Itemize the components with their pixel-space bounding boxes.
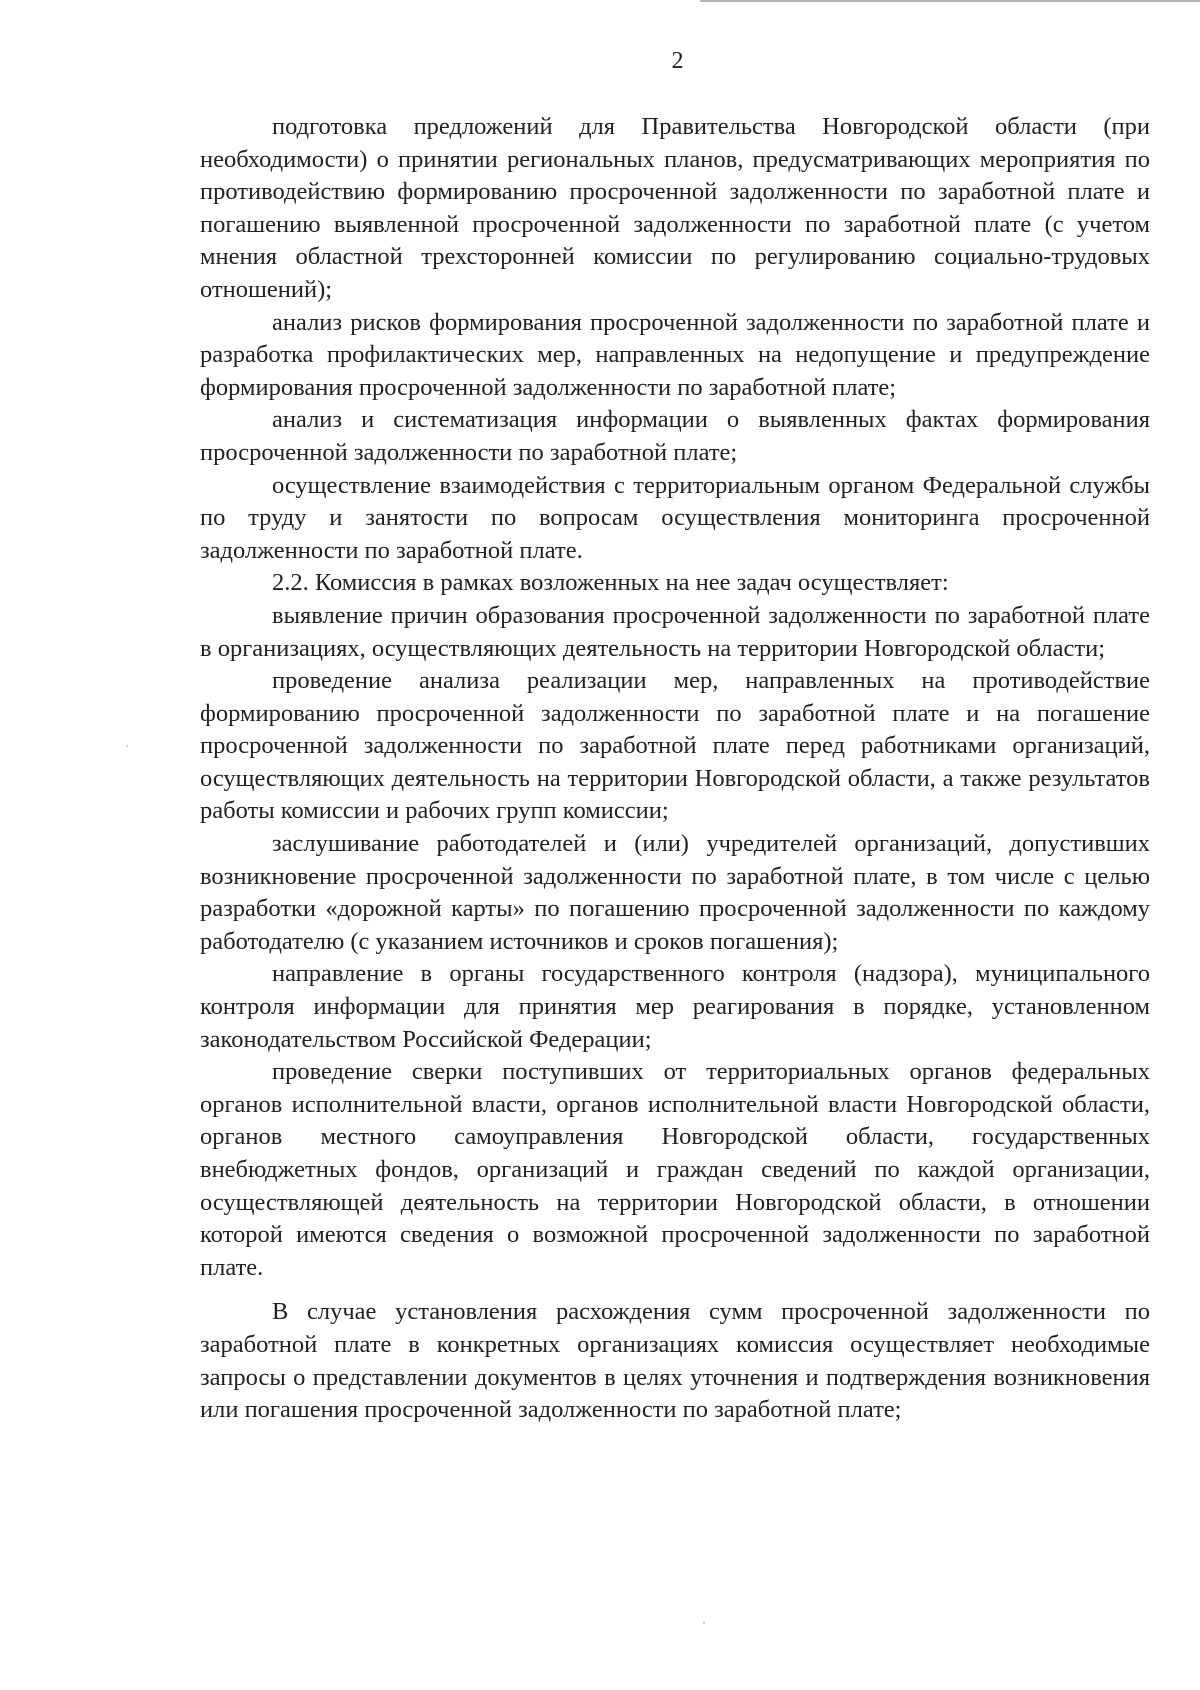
page-number: 2 [671,48,684,74]
paragraph-interaction: осуществление взаимодействия с территориальным органом Федеральной службы по труду и занятости по вопросам осуществления мониторинга просроченной задолженности по заработной плате. [200,471,1150,564]
paragraph-systematization: анализ и систематизация информации о выявленных фактах формирования просроченной задолженности по заработной плате; [200,406,1150,466]
paragraph-risk-analysis: анализ рисков формирования просроченной задолженности по заработной плате и разработка профилактических мер, направленных на недопущение и предупреждение формирования просроченной задолженности по заработной плате; [200,308,1150,401]
paragraph-measures-analysis: проведение анализа реализации мер, направленных на противодействие формированию просроченной задолженности по заработной плате и на погашение просроченной задолженности по заработной плате перед работниками организаций, осуществляющих деятельность на территории Новгородской области, а также результатов работы комиссии и рабочих групп комиссии; [200,667,1150,825]
document-body [200,111,1150,1427]
paragraph-discrepancy: В случае установления расхождения сумм просроченной задолженности по заработной плате в конкретных организациях комиссия осуществляет необходимые запросы о представлении документов в целях уточнения и подтверждения возникновения или погашения просроченной задолженности по заработной плате; [200,1298,1150,1424]
paragraph-section-2-2: 2.2. Комиссия в рамках возложенных на нее задач осуществляет: [272,569,949,597]
scan-edge-line [700,0,1200,2]
paragraph-reconciliation: проведение сверки поступивших от территориальных органов федеральных органов исполнительной власти, органов исполнительной власти Новгородской области, органов местного самоуправления Новгородской области, государственных внебюджетных фондов, организаций и граждан сведений по каждой организации, осуществляющей деятельность на территории Новгородской области, в отношении которой имеются сведения о возможной просроченной задолженности по заработной плате. [200,1058,1150,1281]
paragraph-sending-information: направление в органы государственного контроля (надзора), муниципального контроля информации для принятия мер реагирования в порядке, установленном законодательством Российской Федерации; [200,960,1150,1053]
paragraph-proposals: подготовка предложений для Правительства Новгородской области (при необходимости) о принятии региональных планов, предусматривающих мероприятия по противодействию формированию просроченной задолженности по заработной плате и погашению выявленной просроченной задолженности по заработной плате (с учетом мнения областной трехсторонней комиссии по регулированию социально-трудовых отношений); [200,113,1150,303]
scan-speck [703,1622,705,1624]
scan-speck [126,745,128,747]
paragraph-identify-causes: выявление причин образования просроченной задолженности по заработной плате в организациях, осуществляющих деятельность на территории Новгородской области; [200,601,1150,662]
paragraph-hearing-employers: заслушивание работодателей и (или) учредителей организаций, допустивших возникновение просроченной задолженности по заработной плате, в том числе с целью разработки «дорожной карты» по погашению просроченной задолженности по каждому работодателю (с указанием источников и сроков погашения); [200,830,1150,955]
